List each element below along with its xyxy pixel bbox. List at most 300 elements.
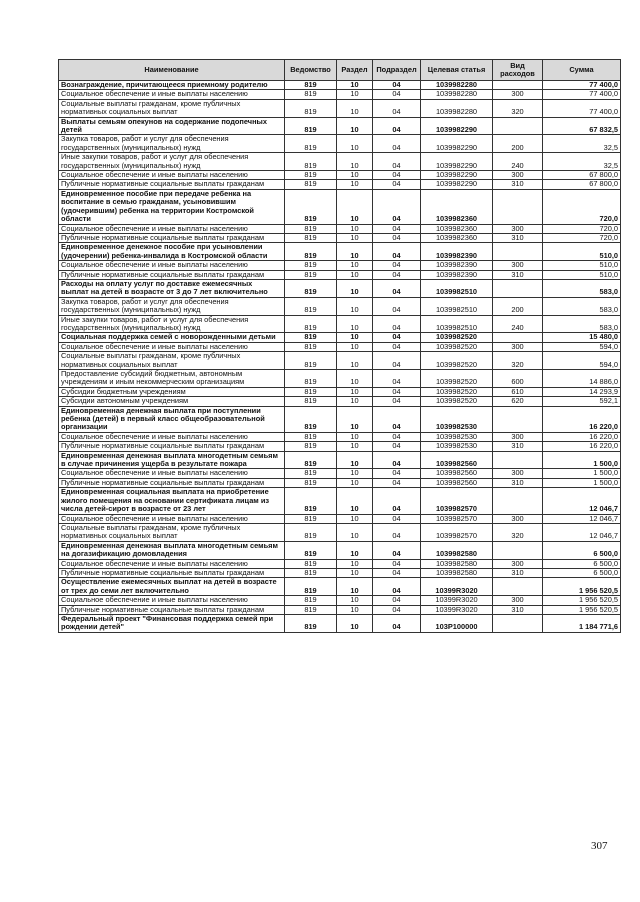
cell-sum: 14 886,0: [543, 370, 621, 388]
table-row: [59, 171, 621, 180]
table-row: [59, 387, 621, 396]
table-row: [59, 541, 621, 559]
cell-vid: 610: [493, 387, 543, 396]
cell-vedomstvo: 819: [285, 243, 337, 261]
cell-vid: [493, 488, 543, 514]
cell-target: 1039982580: [421, 559, 493, 568]
cell-sum: 12 046,7: [543, 488, 621, 514]
cell-podrazdel: 04: [373, 99, 421, 117]
cell-target: 1039982520: [421, 397, 493, 406]
table-row: [59, 135, 621, 153]
cell-sum: 594,0: [543, 352, 621, 370]
cell-name: Публичные нормативные социальные выплаты гражданам: [59, 270, 285, 279]
cell-razdel: 10: [337, 442, 373, 451]
cell-podrazdel: 04: [373, 224, 421, 233]
cell-podrazdel: 04: [373, 406, 421, 432]
cell-razdel: 10: [337, 514, 373, 523]
cell-vid: 300: [493, 432, 543, 441]
cell-razdel: 10: [337, 596, 373, 605]
table-row: [59, 270, 621, 279]
table-row: [59, 432, 621, 441]
cell-vedomstvo: 819: [285, 261, 337, 270]
cell-vid: 620: [493, 397, 543, 406]
cell-podrazdel: 04: [373, 261, 421, 270]
cell-vid: [493, 117, 543, 135]
table-row: [59, 451, 621, 469]
cell-razdel: 10: [337, 432, 373, 441]
cell-vid: 600: [493, 370, 543, 388]
cell-vid: [493, 81, 543, 90]
table-row: [59, 224, 621, 233]
cell-sum: 32,5: [543, 135, 621, 153]
cell-sum: 720,0: [543, 189, 621, 224]
cell-vedomstvo: 819: [285, 614, 337, 632]
cell-name: Расходы на оплату услуг по доставке ежемесячных выплат на детей в возрасте от 3 до 7 лет включительно: [59, 279, 285, 297]
table-row: [59, 315, 621, 333]
cell-name: Публичные нормативные социальные выплаты гражданам: [59, 180, 285, 189]
cell-podrazdel: 04: [373, 297, 421, 315]
cell-target: 1039982530: [421, 442, 493, 451]
header-podrazdel: Подраздел: [373, 60, 421, 81]
cell-target: 1039982390: [421, 243, 493, 261]
cell-vedomstvo: 819: [285, 333, 337, 342]
table-row: [59, 297, 621, 315]
cell-podrazdel: 04: [373, 605, 421, 614]
header-sum: Сумма: [543, 60, 621, 81]
cell-vid: [493, 541, 543, 559]
table-row: [59, 397, 621, 406]
cell-target: 1039982390: [421, 270, 493, 279]
cell-vedomstvo: 819: [285, 370, 337, 388]
cell-sum: 1 500,0: [543, 478, 621, 487]
cell-podrazdel: 04: [373, 514, 421, 523]
cell-name: Публичные нормативные социальные выплаты гражданам: [59, 233, 285, 242]
cell-vedomstvo: 819: [285, 90, 337, 99]
cell-sum: 592,1: [543, 397, 621, 406]
cell-razdel: 10: [337, 189, 373, 224]
cell-sum: 12 046,7: [543, 523, 621, 541]
cell-razdel: 10: [337, 117, 373, 135]
table-row: [59, 342, 621, 351]
cell-podrazdel: 04: [373, 541, 421, 559]
cell-name: Социальное обеспечение и иные выплаты населению: [59, 432, 285, 441]
cell-vid: [493, 406, 543, 432]
cell-sum: 67 800,0: [543, 180, 621, 189]
cell-sum: 720,0: [543, 233, 621, 242]
cell-razdel: 10: [337, 297, 373, 315]
cell-vedomstvo: 819: [285, 605, 337, 614]
cell-razdel: 10: [337, 233, 373, 242]
cell-vid: 240: [493, 153, 543, 171]
cell-sum: 16 220,0: [543, 432, 621, 441]
cell-vid: 300: [493, 90, 543, 99]
cell-podrazdel: 04: [373, 559, 421, 568]
cell-vid: 320: [493, 523, 543, 541]
cell-name: Социальное обеспечение и иные выплаты населению: [59, 559, 285, 568]
cell-podrazdel: 04: [373, 451, 421, 469]
cell-name: Единовременное пособие при передаче ребенка на воспитание в семью гражданам, усыновившим (удочерившим) ребенка на территории Костромской области: [59, 189, 285, 224]
table-row: [59, 406, 621, 432]
cell-vedomstvo: 819: [285, 224, 337, 233]
cell-vedomstvo: 819: [285, 81, 337, 90]
cell-sum: 6 500,0: [543, 568, 621, 577]
cell-razdel: 10: [337, 270, 373, 279]
cell-podrazdel: 04: [373, 614, 421, 632]
cell-sum: 510,0: [543, 243, 621, 261]
cell-vedomstvo: 819: [285, 559, 337, 568]
cell-vid: 320: [493, 99, 543, 117]
cell-razdel: 10: [337, 559, 373, 568]
header-vid: Вид расходов: [493, 60, 543, 81]
cell-razdel: 10: [337, 99, 373, 117]
cell-podrazdel: 04: [373, 488, 421, 514]
cell-razdel: 10: [337, 243, 373, 261]
table-row: [59, 568, 621, 577]
cell-razdel: 10: [337, 352, 373, 370]
table-row: [59, 180, 621, 189]
cell-sum: 583,0: [543, 315, 621, 333]
table-row: [59, 261, 621, 270]
cell-razdel: 10: [337, 568, 373, 577]
cell-sum: 1 956 520,5: [543, 578, 621, 596]
cell-vid: 310: [493, 442, 543, 451]
cell-name: Единовременная денежная выплата многодетным семьям на догазификацию домовладения: [59, 541, 285, 559]
cell-vedomstvo: 819: [285, 315, 337, 333]
cell-vedomstvo: 819: [285, 297, 337, 315]
cell-target: 103P100000: [421, 614, 493, 632]
cell-vedomstvo: 819: [285, 270, 337, 279]
cell-podrazdel: 04: [373, 153, 421, 171]
cell-name: Единовременная социальная выплата на приобретение жилого помещения на основании сертификата лицам из числа детей-сирот в возрасте от 23 лет: [59, 488, 285, 514]
cell-name: Социальное обеспечение и иные выплаты населению: [59, 469, 285, 478]
cell-vedomstvo: 819: [285, 432, 337, 441]
cell-sum: 14 293,9: [543, 387, 621, 396]
cell-target: 1039982390: [421, 261, 493, 270]
cell-target: 1039982290: [421, 135, 493, 153]
cell-name: Социальные выплаты гражданам, кроме публичных нормативных социальных выплат: [59, 99, 285, 117]
cell-target: 1039982510: [421, 297, 493, 315]
cell-razdel: 10: [337, 81, 373, 90]
cell-podrazdel: 04: [373, 578, 421, 596]
cell-podrazdel: 04: [373, 243, 421, 261]
cell-sum: 594,0: [543, 342, 621, 351]
cell-target: 1039982530: [421, 406, 493, 432]
table-body: [59, 81, 621, 633]
cell-name: Социальные выплаты гражданам, кроме публичных нормативных социальных выплат: [59, 352, 285, 370]
cell-razdel: 10: [337, 451, 373, 469]
table-row: [59, 514, 621, 523]
cell-name: Закупка товаров, работ и услуг для обеспечения государственных (муниципальных) нужд: [59, 135, 285, 153]
cell-vid: 300: [493, 596, 543, 605]
cell-name: Публичные нормативные социальные выплаты гражданам: [59, 478, 285, 487]
cell-vedomstvo: 819: [285, 488, 337, 514]
table-header-row: [59, 60, 621, 81]
cell-name: Публичные нормативные социальные выплаты гражданам: [59, 568, 285, 577]
cell-podrazdel: 04: [373, 279, 421, 297]
cell-podrazdel: 04: [373, 397, 421, 406]
cell-vid: [493, 189, 543, 224]
cell-vedomstvo: 819: [285, 180, 337, 189]
header-target: Целевая статья: [421, 60, 493, 81]
cell-razdel: 10: [337, 224, 373, 233]
table-row: [59, 99, 621, 117]
cell-vedomstvo: 819: [285, 451, 337, 469]
cell-vid: 300: [493, 342, 543, 351]
cell-sum: 12 046,7: [543, 514, 621, 523]
cell-target: 1039982520: [421, 387, 493, 396]
cell-target: 1039982360: [421, 224, 493, 233]
cell-vedomstvo: 819: [285, 99, 337, 117]
table-row: [59, 578, 621, 596]
cell-sum: 1 184 771,6: [543, 614, 621, 632]
cell-razdel: 10: [337, 614, 373, 632]
cell-target: 1039982280: [421, 81, 493, 90]
cell-podrazdel: 04: [373, 523, 421, 541]
cell-vedomstvo: 819: [285, 397, 337, 406]
cell-sum: 77 400,0: [543, 99, 621, 117]
table-row: [59, 333, 621, 342]
cell-vid: 310: [493, 180, 543, 189]
cell-target: 1039982580: [421, 541, 493, 559]
table-row: [59, 442, 621, 451]
cell-razdel: 10: [337, 387, 373, 396]
cell-name: Субсидии автономным учреждениям: [59, 397, 285, 406]
cell-vid: 200: [493, 297, 543, 315]
cell-name: Закупка товаров, работ и услуг для обеспечения государственных (муниципальных) нужд: [59, 297, 285, 315]
cell-podrazdel: 04: [373, 90, 421, 99]
cell-razdel: 10: [337, 153, 373, 171]
cell-razdel: 10: [337, 261, 373, 270]
cell-vid: 310: [493, 233, 543, 242]
cell-name: Публичные нормативные социальные выплаты гражданам: [59, 605, 285, 614]
cell-sum: 6 500,0: [543, 541, 621, 559]
cell-sum: 510,0: [543, 270, 621, 279]
cell-target: 1039982360: [421, 233, 493, 242]
cell-name: Социальное обеспечение и иные выплаты населению: [59, 171, 285, 180]
cell-vid: [493, 578, 543, 596]
cell-target: 1039982290: [421, 171, 493, 180]
cell-name: Вознаграждение, причитающееся приемному родителю: [59, 81, 285, 90]
cell-name: Единовременная денежная выплата при поступлении ребенка (детей) в первый класс общеобразовательной организации: [59, 406, 285, 432]
cell-name: Социальное обеспечение и иные выплаты населению: [59, 514, 285, 523]
cell-sum: 510,0: [543, 261, 621, 270]
table-row: [59, 559, 621, 568]
cell-vid: [493, 243, 543, 261]
table-row: [59, 233, 621, 242]
cell-vid: 300: [493, 514, 543, 523]
cell-target: 1039982280: [421, 99, 493, 117]
cell-sum: 583,0: [543, 297, 621, 315]
cell-target: 1039982520: [421, 342, 493, 351]
cell-vedomstvo: 819: [285, 568, 337, 577]
cell-target: 10399R3020: [421, 578, 493, 596]
cell-name: Федеральный проект "Финансовая поддержка семей при рождении детей": [59, 614, 285, 632]
cell-vedomstvo: 819: [285, 523, 337, 541]
cell-target: 1039982530: [421, 432, 493, 441]
cell-name: Социальные выплаты гражданам, кроме публичных нормативных социальных выплат: [59, 523, 285, 541]
cell-podrazdel: 04: [373, 189, 421, 224]
cell-target: 1039982510: [421, 279, 493, 297]
cell-target: 1039982280: [421, 90, 493, 99]
cell-podrazdel: 04: [373, 596, 421, 605]
table-row: [59, 523, 621, 541]
cell-podrazdel: 04: [373, 342, 421, 351]
cell-vedomstvo: 819: [285, 387, 337, 396]
cell-target: 10399R3020: [421, 596, 493, 605]
cell-name: Единовременная денежная выплата многодетным семьям в случае причинения ущерба в результате пожара: [59, 451, 285, 469]
cell-target: 1039982290: [421, 180, 493, 189]
cell-vid: [493, 279, 543, 297]
table-row: [59, 488, 621, 514]
cell-target: 1039982520: [421, 333, 493, 342]
cell-vid: 300: [493, 261, 543, 270]
cell-razdel: 10: [337, 171, 373, 180]
cell-razdel: 10: [337, 488, 373, 514]
cell-target: 1039982570: [421, 514, 493, 523]
cell-vid: [493, 614, 543, 632]
cell-vid: 310: [493, 605, 543, 614]
cell-podrazdel: 04: [373, 81, 421, 90]
cell-razdel: 10: [337, 342, 373, 351]
cell-podrazdel: 04: [373, 135, 421, 153]
cell-target: 1039982520: [421, 370, 493, 388]
cell-sum: 1 956 520,5: [543, 605, 621, 614]
cell-sum: 6 500,0: [543, 559, 621, 568]
cell-name: Осуществление ежемесячных выплат на детей в возрасте от трех до семи лет включительно: [59, 578, 285, 596]
cell-target: 1039982580: [421, 568, 493, 577]
cell-vedomstvo: 819: [285, 189, 337, 224]
cell-sum: 720,0: [543, 224, 621, 233]
cell-vedomstvo: 819: [285, 171, 337, 180]
cell-podrazdel: 04: [373, 117, 421, 135]
cell-podrazdel: 04: [373, 370, 421, 388]
cell-sum: 77 400,0: [543, 81, 621, 90]
cell-target: 1039982520: [421, 352, 493, 370]
cell-vid: 300: [493, 559, 543, 568]
cell-podrazdel: 04: [373, 469, 421, 478]
table-row: [59, 614, 621, 632]
cell-vedomstvo: 819: [285, 233, 337, 242]
cell-vedomstvo: 819: [285, 135, 337, 153]
cell-sum: 16 220,0: [543, 442, 621, 451]
table-row: [59, 596, 621, 605]
budget-table: [58, 59, 621, 633]
cell-razdel: 10: [337, 523, 373, 541]
table-row: [59, 90, 621, 99]
table-row: [59, 81, 621, 90]
cell-podrazdel: 04: [373, 233, 421, 242]
cell-sum: 1 500,0: [543, 451, 621, 469]
cell-sum: 67 800,0: [543, 171, 621, 180]
cell-razdel: 10: [337, 135, 373, 153]
table-row: [59, 279, 621, 297]
cell-vedomstvo: 819: [285, 578, 337, 596]
cell-name: Публичные нормативные социальные выплаты гражданам: [59, 442, 285, 451]
cell-vid: 200: [493, 135, 543, 153]
cell-vedomstvo: 819: [285, 469, 337, 478]
table-row: [59, 478, 621, 487]
cell-vid: [493, 451, 543, 469]
cell-sum: 1 500,0: [543, 469, 621, 478]
cell-target: 1039982560: [421, 469, 493, 478]
cell-razdel: 10: [337, 578, 373, 596]
cell-vid: 300: [493, 469, 543, 478]
cell-podrazdel: 04: [373, 432, 421, 441]
cell-target: 1039982570: [421, 523, 493, 541]
table-row: [59, 243, 621, 261]
page-number: 307: [591, 840, 608, 852]
cell-razdel: 10: [337, 333, 373, 342]
cell-sum: 16 220,0: [543, 406, 621, 432]
cell-razdel: 10: [337, 90, 373, 99]
cell-name: Единовременное денежное пособие при усыновлении (удочерении) ребенка-инвалида в Костромской области: [59, 243, 285, 261]
cell-razdel: 10: [337, 406, 373, 432]
cell-name: Социальное обеспечение и иные выплаты населению: [59, 90, 285, 99]
cell-vedomstvo: 819: [285, 117, 337, 135]
cell-vedomstvo: 819: [285, 279, 337, 297]
cell-vid: 300: [493, 171, 543, 180]
cell-target: 1039982290: [421, 153, 493, 171]
cell-razdel: 10: [337, 397, 373, 406]
cell-vid: 310: [493, 270, 543, 279]
cell-target: 1039982290: [421, 117, 493, 135]
cell-razdel: 10: [337, 478, 373, 487]
cell-target: 1039982360: [421, 189, 493, 224]
cell-vedomstvo: 819: [285, 596, 337, 605]
cell-name: Субсидии бюджетным учреждениям: [59, 387, 285, 396]
cell-podrazdel: 04: [373, 568, 421, 577]
cell-vid: 300: [493, 224, 543, 233]
cell-target: 1039982510: [421, 315, 493, 333]
cell-podrazdel: 04: [373, 387, 421, 396]
cell-name: Иные закупки товаров, работ и услуг для обеспечения государственных (муниципальных) нужд: [59, 315, 285, 333]
cell-razdel: 10: [337, 605, 373, 614]
cell-name: Социальное обеспечение и иные выплаты населению: [59, 261, 285, 270]
table-row: [59, 605, 621, 614]
cell-razdel: 10: [337, 279, 373, 297]
cell-name: Иные закупки товаров, работ и услуг для обеспечения государственных (муниципальных) нужд: [59, 153, 285, 171]
cell-vedomstvo: 819: [285, 442, 337, 451]
cell-target: 1039982560: [421, 451, 493, 469]
cell-vedomstvo: 819: [285, 478, 337, 487]
table-row: [59, 117, 621, 135]
table-row: [59, 370, 621, 388]
cell-vid: [493, 333, 543, 342]
cell-razdel: 10: [337, 541, 373, 559]
cell-name: Социальная поддержка семей с новорожденными детьми: [59, 333, 285, 342]
cell-name: Выплаты семьям опекунов на содержание подопечных детей: [59, 117, 285, 135]
cell-podrazdel: 04: [373, 315, 421, 333]
cell-name: Социальное обеспечение и иные выплаты населению: [59, 224, 285, 233]
cell-vedomstvo: 819: [285, 514, 337, 523]
cell-vedomstvo: 819: [285, 352, 337, 370]
cell-podrazdel: 04: [373, 270, 421, 279]
cell-sum: 15 480,0: [543, 333, 621, 342]
cell-name: Социальное обеспечение и иные выплаты населению: [59, 342, 285, 351]
cell-name: Предоставление субсидий бюджетным, автономным учреждениям и иным некоммерческим организациям: [59, 370, 285, 388]
header-name: Наименование: [59, 60, 285, 81]
cell-vedomstvo: 819: [285, 406, 337, 432]
table-row: [59, 352, 621, 370]
cell-vid: 320: [493, 352, 543, 370]
cell-vedomstvo: 819: [285, 153, 337, 171]
cell-sum: 1 956 520,5: [543, 596, 621, 605]
cell-vid: 240: [493, 315, 543, 333]
cell-podrazdel: 04: [373, 333, 421, 342]
cell-podrazdel: 04: [373, 352, 421, 370]
cell-target: 1039982570: [421, 488, 493, 514]
table-row: [59, 153, 621, 171]
